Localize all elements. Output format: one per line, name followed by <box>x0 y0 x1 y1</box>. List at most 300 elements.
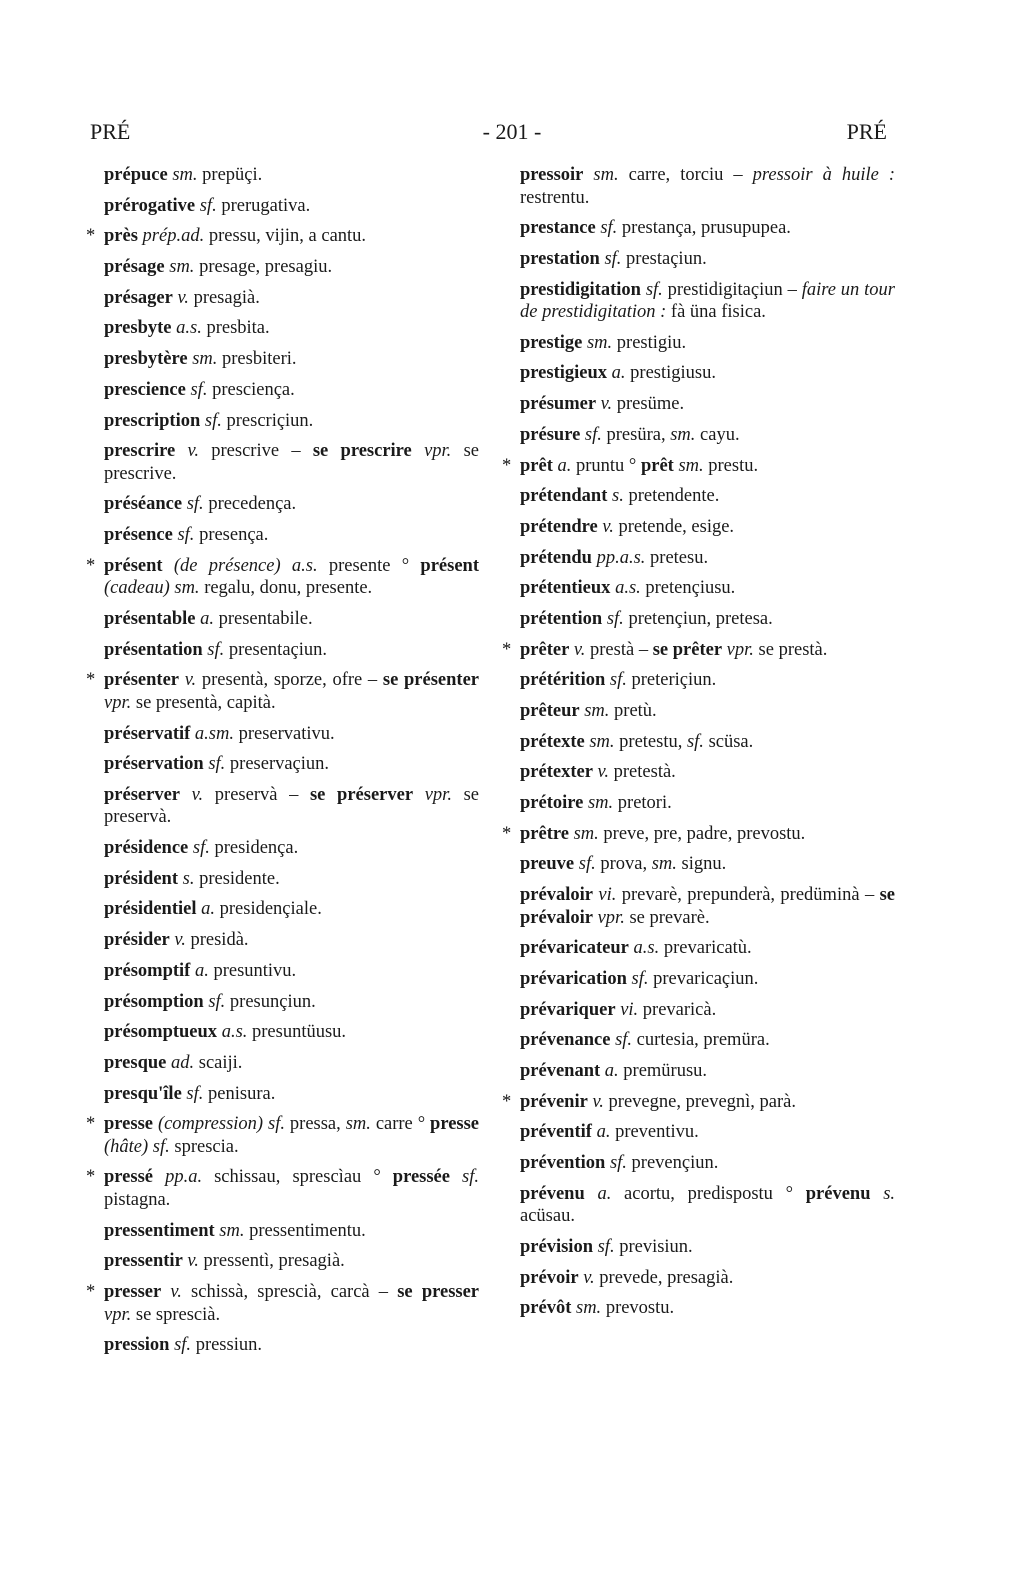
translation-text: preteriçiun. <box>626 670 717 691</box>
grammar-label: (hâte) sf. <box>104 1136 170 1157</box>
dictionary-entry <box>520 1029 895 1052</box>
translation-text <box>870 1184 883 1204</box>
headword: présider <box>104 930 170 951</box>
headword: prévariquer <box>520 999 616 1020</box>
translation-text: prevede, presagià. <box>594 1267 734 1288</box>
translation-text: prestigiusu. <box>625 363 716 384</box>
common-word-marker: * <box>502 823 512 844</box>
headword: prévenir <box>520 1091 588 1112</box>
grammar-label: prép.ad. <box>142 226 205 247</box>
translation-text: regalu, donu, presente. <box>199 578 373 599</box>
headword: prévenu <box>520 1183 585 1204</box>
headword: présomption <box>104 991 204 1012</box>
grammar-label: v. <box>600 394 613 415</box>
dictionary-entry <box>104 493 479 516</box>
headword: prêter <box>520 639 570 660</box>
translation-text <box>175 441 187 461</box>
headword: presse <box>104 1114 153 1135</box>
translation-text: pretestu, <box>614 731 687 752</box>
headword: se prévaloir <box>520 885 896 928</box>
dictionary-entry <box>104 991 479 1014</box>
translation-text: prepüçi. <box>197 165 263 185</box>
grammar-label: sf. <box>597 1237 615 1257</box>
translation-text: penisura. <box>203 1083 276 1104</box>
headword: prescience <box>104 379 186 400</box>
grammar-label: sf. <box>606 608 624 629</box>
dictionary-entry <box>86 1281 480 1326</box>
headword: prétérition <box>520 670 606 691</box>
headword: prescrire <box>104 441 176 462</box>
translation-text: pretendente. <box>623 486 720 507</box>
common-word-marker: * <box>502 1091 512 1112</box>
grammar-label: sm. <box>678 455 704 476</box>
grammar-label: sf. <box>186 494 204 515</box>
dictionary-entry <box>86 555 479 600</box>
translation-text: prevençiun. <box>626 1153 719 1174</box>
translation-text: prevaricà. <box>638 999 717 1020</box>
dictionary-entry <box>104 608 479 631</box>
dictionary-entry <box>520 669 895 692</box>
dictionary-entry <box>520 279 895 324</box>
translation-text: presbiteri. <box>217 349 297 370</box>
translation-text: presuntüusu. <box>247 1022 347 1043</box>
grammar-label: a.s. <box>176 318 202 339</box>
common-word-marker: * <box>86 1114 96 1135</box>
headword: présent <box>420 555 479 576</box>
headword: présumer <box>520 394 597 415</box>
grammar-label: sf. <box>578 854 596 875</box>
common-word-marker: * <box>502 639 512 660</box>
grammar-label: sf. <box>199 195 217 216</box>
headword: prestigieux <box>520 363 608 384</box>
translation-text: pressa, <box>284 1114 346 1135</box>
grammar-label: v. <box>170 1282 182 1302</box>
dictionary-entry <box>520 1121 895 1144</box>
translation-text <box>585 1184 598 1204</box>
dictionary-entry <box>104 164 479 187</box>
translation-text: presença. <box>194 525 269 546</box>
translation-text: se prescrive. <box>104 441 479 484</box>
grammar-label: a.sm. <box>194 723 234 744</box>
headword: se présenter <box>382 670 479 691</box>
grammar-label: a. <box>194 960 209 981</box>
common-word-marker: * <box>86 226 96 247</box>
translation-text: presentaçiun. <box>224 639 328 660</box>
dictionary-entry <box>502 455 895 478</box>
dictionary-entry <box>104 1083 479 1106</box>
grammar-label: a. <box>604 1061 619 1082</box>
translation-text: presage, presagiu. <box>194 257 333 278</box>
grammar-label: sm. <box>172 165 198 185</box>
translation-text: presciença. <box>207 379 295 400</box>
grammar-label: (compression) sf. <box>157 1114 285 1135</box>
translation-text: scaiji. <box>194 1052 243 1073</box>
dictionary-entry <box>520 999 895 1022</box>
translation-text: premürusu. <box>618 1061 708 1082</box>
headword: pressentiment <box>104 1220 215 1241</box>
grammar-label: vpr. <box>104 1304 132 1325</box>
translation-text <box>180 785 192 805</box>
translation-text: prestigiu. <box>612 332 687 353</box>
headword: pressentir <box>104 1251 183 1272</box>
translation-text: schissau, sprescìau ° <box>202 1167 393 1188</box>
dictionary-entry <box>502 639 895 662</box>
dictionary-entry <box>520 516 895 539</box>
headword: présentable <box>104 608 196 629</box>
dictionary-entry <box>520 853 895 876</box>
translation-text: signu. <box>676 854 727 875</box>
headword: prévision <box>520 1237 593 1257</box>
grammar-label: sm. <box>576 1298 602 1319</box>
dictionary-entry <box>104 410 479 433</box>
grammar-label: sm. <box>345 1114 371 1135</box>
headword: presque <box>104 1052 167 1073</box>
grammar-label: (de présence) a.s. <box>173 555 318 576</box>
dictionary-entry <box>86 1113 480 1158</box>
grammar-label: vpr. <box>424 784 452 805</box>
headword: préserver <box>104 784 181 805</box>
translation-text: preservaçiun. <box>225 754 330 775</box>
grammar-label: vi. <box>620 999 639 1020</box>
translation-text: prevostu. <box>601 1298 675 1319</box>
headword: prévenance <box>520 1030 611 1051</box>
headword: se prescrire <box>312 441 412 462</box>
grammar-label: v. <box>187 441 199 462</box>
translation-text <box>163 556 174 576</box>
dictionary-entry <box>520 1297 895 1320</box>
translation-text: prevegne, prevegnì, parà. <box>603 1091 797 1112</box>
grammar-label: pp.a.s. <box>596 547 646 568</box>
translation-text: scüsa. <box>703 731 754 752</box>
dictionary-entry <box>104 317 479 340</box>
dictionary-entry <box>520 761 895 784</box>
grammar-label: sm. <box>219 1220 245 1241</box>
dictionary-entry <box>104 868 479 891</box>
translation-text: fà üna fisica. <box>666 302 766 323</box>
grammar-label: sm. <box>169 257 195 278</box>
dictionary-entry <box>520 577 895 600</box>
dictionary-entry <box>520 937 895 960</box>
headword: prévoir <box>520 1267 579 1288</box>
grammar-label: a. <box>557 455 572 476</box>
headword: prêtre <box>520 823 569 844</box>
headword: prêteur <box>520 701 580 721</box>
grammar-label: vpr. <box>104 692 132 713</box>
headword: prestance <box>520 218 596 239</box>
translation-text: prestu. <box>703 455 759 476</box>
headword: présager <box>104 287 173 308</box>
headword: prévenu <box>805 1183 871 1204</box>
grammar-label: sm. <box>651 854 677 875</box>
dictionary-entry <box>104 287 479 310</box>
grammar-label: sf. <box>609 670 627 691</box>
headword: prétendant <box>520 486 608 507</box>
headword: prêt <box>640 455 674 476</box>
running-head-right: PRÉ <box>846 119 887 144</box>
translation-text: se sprescià. <box>131 1304 221 1325</box>
translation-text: acüsau. <box>520 1206 575 1227</box>
grammar-label: sf. <box>174 1335 192 1356</box>
translation-text: restrentu. <box>520 187 590 208</box>
headword: près <box>104 226 138 247</box>
grammar-label: vpr. <box>424 441 452 462</box>
headword: présidentiel <box>104 899 197 920</box>
grammar-label: a. <box>597 1183 612 1204</box>
dictionary-entry <box>520 217 895 240</box>
grammar-label: sf. <box>631 969 649 989</box>
grammar-label: sm. <box>192 349 218 370</box>
translation-text <box>413 785 425 805</box>
translation-text: prescrive – <box>198 441 313 462</box>
dictionary-entry <box>104 1021 479 1044</box>
translation-text: pruntu ° <box>571 455 641 476</box>
dictionary-entry <box>520 968 895 991</box>
translation-text: presüra, <box>601 424 671 445</box>
translation-text: pretestà. <box>609 762 676 783</box>
dictionary-entry <box>502 823 895 846</box>
grammar-label: s. <box>612 486 624 507</box>
page-number: - 201 - <box>482 119 542 144</box>
grammar-label: sf. <box>186 1083 204 1104</box>
grammar-label: v. <box>191 784 204 805</box>
headword: présentation <box>104 639 203 660</box>
grammar-label: sf. <box>204 410 222 431</box>
translation-text <box>412 441 424 461</box>
translation-text: prerugativa. <box>216 195 311 216</box>
grammar-label: v. <box>187 1251 199 1272</box>
translation-text: pistagna. <box>104 1189 171 1210</box>
headword: presser <box>104 1282 162 1302</box>
translation-text: pressentimentu. <box>244 1220 366 1241</box>
dictionary-entry <box>104 929 479 952</box>
headword: président <box>104 868 178 889</box>
translation-text: prescriçiun. <box>221 410 314 431</box>
grammar-label: v. <box>573 639 586 660</box>
headword: prérogative <box>104 195 196 216</box>
headword: présent <box>104 555 163 576</box>
grammar-label: a. <box>200 608 214 629</box>
translation-text <box>153 1167 165 1187</box>
headword: prétention <box>520 608 603 629</box>
grammar-label: v. <box>177 287 189 308</box>
grammar-label: sm. <box>584 701 610 721</box>
dictionary-entry <box>520 608 895 631</box>
translation-text: pressentì, presagià. <box>198 1251 345 1272</box>
headword: présure <box>520 424 581 445</box>
translation-text: prestidigitaçiun – <box>662 279 802 300</box>
grammar-label: sf. <box>609 1153 627 1174</box>
dictionary-entry <box>104 723 479 746</box>
grammar-label: faire un tour de prestidigitation : <box>520 279 895 323</box>
dictionary-entry <box>104 784 479 829</box>
dictionary-entry <box>104 1250 479 1273</box>
grammar-label: sf. <box>177 525 195 546</box>
dictionary-entry <box>520 164 895 209</box>
common-word-marker: * <box>86 1167 96 1188</box>
translation-text: preservativu. <box>233 723 335 744</box>
grammar-label: sf. <box>600 218 618 239</box>
dictionary-entry <box>520 1060 895 1083</box>
dictionary-entry <box>104 524 479 547</box>
headword: prétoire <box>520 793 584 814</box>
translation-text: prova, <box>595 854 652 875</box>
headword: prépuce <box>104 165 168 185</box>
translation-text: prestaçiun. <box>621 248 707 269</box>
dictionary-entry <box>520 884 895 929</box>
headword: prescription <box>104 410 201 431</box>
grammar-label: sf. <box>462 1167 480 1188</box>
headword: prétexter <box>520 762 593 783</box>
translation-text: se prevarè. <box>624 907 710 928</box>
dictionary-entry <box>520 731 895 754</box>
translation-text: se prestà. <box>753 639 828 660</box>
translation-text: prevarè, prepunderà, predüminà – <box>616 885 880 906</box>
dictionary-entry <box>520 362 895 385</box>
translation-text: curtesia, premüra. <box>632 1030 770 1051</box>
headword: se presser <box>397 1282 480 1302</box>
dictionary-entry <box>520 424 895 447</box>
common-word-marker: * <box>86 1282 96 1302</box>
translation-text: pretori. <box>613 793 672 814</box>
translation-text: presagià. <box>188 287 260 308</box>
grammar-label: pp.a. <box>165 1167 203 1188</box>
translation-text: presidença. <box>209 838 299 859</box>
dictionary-entry <box>104 379 479 402</box>
headword: prévenant <box>520 1061 601 1082</box>
grammar-label: a. <box>596 1122 611 1143</box>
grammar-label: vi. <box>598 885 617 906</box>
dictionary-entry <box>86 225 479 248</box>
grammar-label: sf. <box>615 1030 633 1051</box>
headword: prévarication <box>520 969 627 989</box>
headword: prévention <box>520 1153 606 1174</box>
grammar-label: sf. <box>208 754 226 775</box>
grammar-label: sm. <box>593 165 619 185</box>
translation-text: precedença. <box>203 494 297 515</box>
headword: prétendu <box>520 547 592 568</box>
translation-text: presunçiun. <box>225 991 316 1012</box>
headword: presbyte <box>104 318 172 339</box>
translation-text: se presentà, capità. <box>131 692 276 713</box>
common-word-marker: * <box>86 555 96 576</box>
dictionary-entry <box>104 837 479 860</box>
headword: prévaloir <box>520 885 593 906</box>
headword: pressée <box>392 1167 450 1188</box>
translation-text: carre ° <box>370 1114 431 1135</box>
grammar-label: sf. <box>645 279 663 300</box>
headword: presbytère <box>104 349 188 370</box>
grammar-label: sf. <box>584 424 602 445</box>
dictionary-entry <box>104 195 479 218</box>
common-word-marker: * <box>86 670 96 691</box>
dictionary-entry <box>104 1334 479 1357</box>
translation-text: prestança, prusupupea. <box>617 218 791 239</box>
headword: présomptueux <box>104 1022 218 1043</box>
dictionary-entry <box>104 348 479 371</box>
translation-text: se preservà. <box>104 784 480 828</box>
translation-text: pretençiusu. <box>640 578 736 599</box>
translation-text: previsiun. <box>614 1237 693 1257</box>
dictionary-entry <box>520 1236 895 1259</box>
dictionary-entry <box>520 547 895 570</box>
translation-text <box>450 1167 462 1187</box>
headword: présence <box>104 525 173 546</box>
grammar-label: v. <box>583 1267 595 1288</box>
translation-text: presidà. <box>185 930 249 951</box>
grammar-label: sm. <box>589 731 615 752</box>
translation-text: pretende, esige. <box>613 516 735 537</box>
translation-text: sprescia. <box>169 1136 239 1157</box>
dictionary-entry <box>520 792 895 815</box>
translation-text <box>583 165 593 185</box>
translation-text: cayu. <box>695 424 740 445</box>
grammar-label: s. <box>883 1183 896 1204</box>
dictionary-entry <box>520 700 895 723</box>
grammar-label: (cadeau) sm. <box>104 578 200 599</box>
grammar-label: sf. <box>192 838 210 859</box>
translation-text: preservà – <box>203 784 310 805</box>
grammar-label: v. <box>602 516 614 537</box>
grammar-label: sf. <box>207 639 225 660</box>
grammar-label: v. <box>592 1091 604 1112</box>
translation-text: pretù. <box>609 701 657 721</box>
dictionary-entry <box>520 393 895 416</box>
translation-text: presentabile. <box>213 608 313 629</box>
headword: prêt <box>520 455 553 476</box>
translation-text: schissà, sprescià, carcà – <box>181 1282 398 1302</box>
translation-text: presente ° <box>317 555 421 576</box>
common-word-marker: * <box>502 455 512 476</box>
dictionary-entry <box>520 485 895 508</box>
grammar-label: sm. <box>670 424 696 445</box>
dictionary-entry <box>104 1220 479 1243</box>
dictionary-entry <box>520 332 895 355</box>
grammar-label: a. <box>201 899 215 920</box>
grammar-label: v. <box>597 762 610 783</box>
headword: préventif <box>520 1122 592 1143</box>
headword: prestige <box>520 332 583 353</box>
right-column <box>502 164 896 1328</box>
headword: pressé <box>104 1167 153 1188</box>
translation-text: presentà, sporze, ofre – <box>196 670 383 691</box>
headword: présenter <box>104 670 179 691</box>
dictionary-entry <box>104 639 479 662</box>
translation-text <box>161 1282 170 1302</box>
grammar-label: a.s. <box>615 578 641 599</box>
grammar-label: ad. <box>171 1052 195 1073</box>
headword: prévaricateur <box>520 938 629 959</box>
dictionary-entry <box>520 248 895 271</box>
dictionary-entry <box>104 256 479 279</box>
headword: presse <box>430 1114 480 1135</box>
grammar-label: a. <box>611 363 626 384</box>
headword: présidence <box>104 838 189 859</box>
headword: présomptif <box>104 960 191 981</box>
dictionary-entry <box>104 1052 479 1075</box>
headword: preuve <box>520 854 575 875</box>
translation-text: pressu, vijin, a cantu. <box>204 226 367 247</box>
translation-text: prevaricaçiun. <box>648 969 759 989</box>
running-head-left: PRÉ <box>90 119 131 144</box>
dictionary-entry <box>520 1183 895 1228</box>
grammar-label: pressoir à huile : <box>752 165 895 185</box>
dictionary-entry <box>520 1152 895 1175</box>
translation-text: prevaricatù. <box>659 938 752 959</box>
dictionary-entry <box>86 1166 480 1211</box>
translation-text: prestà – <box>585 639 653 660</box>
dictionary-entry <box>86 669 479 714</box>
headword: présage <box>104 257 165 278</box>
